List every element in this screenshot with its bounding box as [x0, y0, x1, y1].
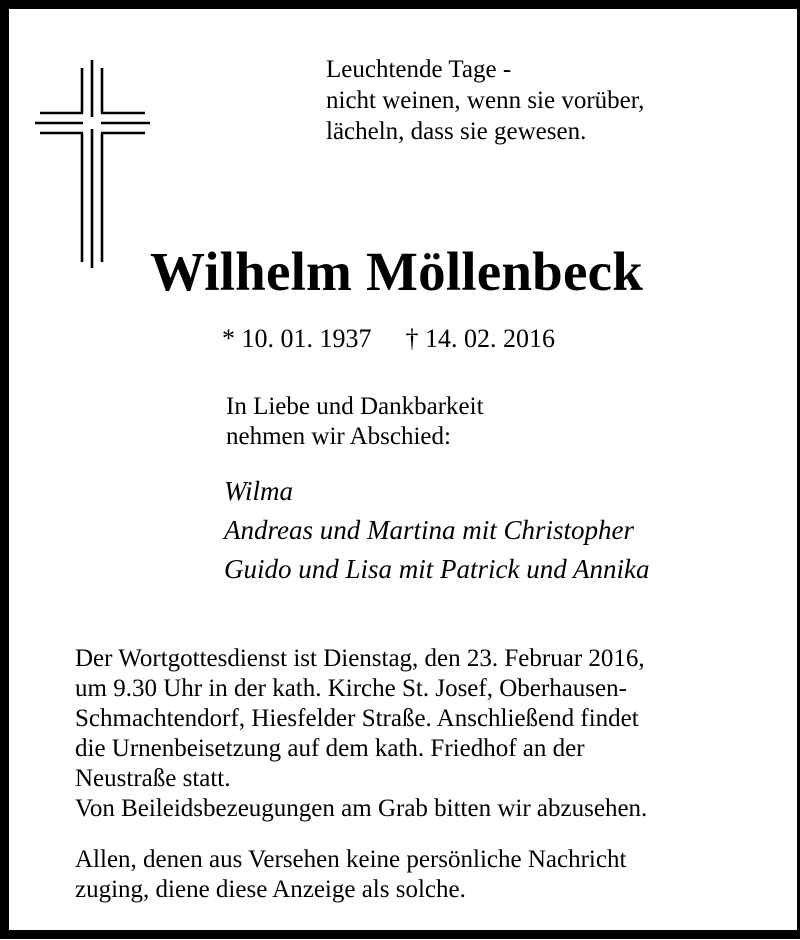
death-date: 14. 02. 2016	[425, 324, 555, 353]
closing-line: Allen, denen aus Versehen keine persönliche Nachricht	[75, 846, 627, 873]
closing-line: zuging, diene diese Anzeige als solche.	[75, 876, 466, 903]
service-line: die Urnenbeisetzung auf dem kath. Friedhof an der	[75, 735, 585, 762]
service-line: Schmachtendorf, Hiesfelder Straße. Anschließend findet	[75, 705, 639, 732]
service-line: Von Beileidsbezeugungen am Grab bitten wir abzusehen.	[75, 795, 648, 822]
service-line: Der Wortgottesdienst ist Dienstag, den 23. Februar 2016,	[75, 645, 645, 672]
farewell-text	[226, 392, 484, 452]
deceased-name: Wilhelm Möllenbeck	[150, 241, 643, 302]
mourner-entry: Andreas und Martina mit Christopher	[224, 515, 635, 545]
motto-line: nicht weinen, wenn sie vorüber,	[326, 87, 645, 114]
farewell-line: In Liebe und Dankbarkeit	[226, 393, 484, 420]
farewell-line: nehmen wir Abschied:	[226, 423, 451, 450]
life-dates	[222, 323, 555, 355]
death-symbol: †	[405, 324, 419, 353]
birth-symbol: *	[222, 324, 235, 353]
motto-line: Leuchtende Tage -	[326, 56, 512, 83]
closing-note	[75, 845, 626, 905]
motto-verse	[326, 54, 644, 147]
mourner-entry: Guido und Lisa mit Patrick und Annika	[224, 554, 650, 584]
cross-icon	[30, 55, 155, 275]
motto-line: lächeln, dass sie gewesen.	[326, 118, 587, 145]
mourner-entry: Wilma	[224, 476, 294, 506]
birth-date: 10. 01. 1937	[241, 324, 372, 353]
service-info	[75, 644, 647, 824]
service-line: um 9.30 Uhr in der kath. Kirche St. Josef, Oberhausen-	[75, 675, 627, 702]
service-line: Neustraße statt.	[75, 765, 231, 792]
mourners-list	[224, 472, 650, 589]
